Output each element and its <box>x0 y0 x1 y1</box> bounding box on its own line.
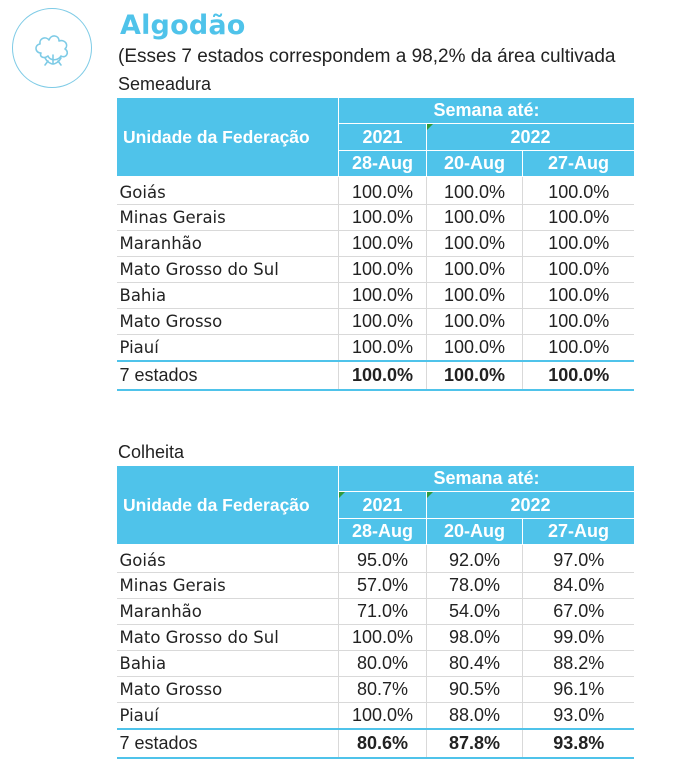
logo <box>12 8 92 88</box>
table-row <box>117 205 635 231</box>
col-header-uf: Unidade da Federação <box>117 98 339 177</box>
value-cell: 100.0% <box>523 283 635 309</box>
value-cell: 100.0% <box>427 335 523 362</box>
total-value: 87.8% <box>427 729 523 758</box>
date-header: 20-Aug <box>427 519 523 545</box>
value-cell: 100.0% <box>339 257 427 283</box>
table-row <box>117 309 635 335</box>
year-header: 2022 <box>427 492 635 519</box>
value-cell: 100.0% <box>427 283 523 309</box>
section-label-semeadura: Semeadura <box>118 74 212 94</box>
total-label: 7 estados <box>117 361 339 390</box>
value-cell: 100.0% <box>427 205 523 231</box>
value-cell: 100.0% <box>427 231 523 257</box>
total-row <box>117 729 635 758</box>
value-cell: 88.2% <box>523 651 635 677</box>
value-cell: 100.0% <box>427 309 523 335</box>
date-header: 28-Aug <box>339 151 427 177</box>
value-cell: 54.0% <box>427 599 523 625</box>
value-cell: 88.0% <box>427 703 523 730</box>
state-name: Piauí <box>117 703 339 730</box>
table-colheita <box>116 465 634 759</box>
value-cell: 95.0% <box>339 545 427 573</box>
state-name: Goiás <box>117 177 339 205</box>
value-cell: 100.0% <box>523 309 635 335</box>
table-semeadura <box>116 97 634 391</box>
state-name: Mato Grosso do Sul <box>117 257 339 283</box>
table-row <box>117 335 635 362</box>
value-cell: 100.0% <box>427 177 523 205</box>
table-row <box>117 283 635 309</box>
total-value: 100.0% <box>339 361 427 390</box>
value-cell: 100.0% <box>427 257 523 283</box>
value-cell: 100.0% <box>523 231 635 257</box>
table-row <box>117 177 635 205</box>
state-name: Mato Grosso do Sul <box>117 625 339 651</box>
page-title: Algodão <box>120 10 246 41</box>
value-cell: 92.0% <box>427 545 523 573</box>
year-header: 2022 <box>427 124 635 151</box>
value-cell: 57.0% <box>339 573 427 599</box>
value-cell: 100.0% <box>339 335 427 362</box>
table-row <box>117 651 635 677</box>
state-name: Maranhão <box>117 599 339 625</box>
col-header-uf: Unidade da Federação <box>117 466 339 545</box>
value-cell: 80.7% <box>339 677 427 703</box>
value-cell: 98.0% <box>427 625 523 651</box>
value-cell: 100.0% <box>339 703 427 730</box>
table-row <box>117 703 635 730</box>
value-cell: 100.0% <box>523 257 635 283</box>
total-value: 100.0% <box>427 361 523 390</box>
state-name: Minas Gerais <box>117 573 339 599</box>
state-name: Goiás <box>117 545 339 573</box>
year-header: 2021 <box>339 492 427 519</box>
state-name: Minas Gerais <box>117 205 339 231</box>
value-cell: 78.0% <box>427 573 523 599</box>
value-cell: 100.0% <box>523 177 635 205</box>
value-cell: 99.0% <box>523 625 635 651</box>
total-value: 93.8% <box>523 729 635 758</box>
date-header: 27-Aug <box>523 519 635 545</box>
table-row <box>117 573 635 599</box>
week-header: Semana até: <box>339 98 635 124</box>
value-cell: 96.1% <box>523 677 635 703</box>
page-subtitle: (Esses 7 estados correspondem a 98,2% da área cultivada <box>118 46 616 67</box>
table-row <box>117 599 635 625</box>
table-row <box>117 257 635 283</box>
table-row <box>117 545 635 573</box>
year-header: 2021 <box>339 124 427 151</box>
total-value: 80.6% <box>339 729 427 758</box>
value-cell: 67.0% <box>523 599 635 625</box>
value-cell: 80.0% <box>339 651 427 677</box>
date-header: 20-Aug <box>427 151 523 177</box>
value-cell: 100.0% <box>339 205 427 231</box>
state-name: Bahia <box>117 651 339 677</box>
value-cell: 71.0% <box>339 599 427 625</box>
state-name: Piauí <box>117 335 339 362</box>
value-cell: 93.0% <box>523 703 635 730</box>
value-cell: 100.0% <box>339 309 427 335</box>
date-header: 28-Aug <box>339 519 427 545</box>
value-cell: 100.0% <box>339 625 427 651</box>
state-name: Maranhão <box>117 231 339 257</box>
value-cell: 97.0% <box>523 545 635 573</box>
section-label-colheita: Colheita <box>118 442 185 462</box>
table-row <box>117 625 635 651</box>
value-cell: 100.0% <box>339 177 427 205</box>
cotton-icon <box>31 31 75 67</box>
table-row <box>117 677 635 703</box>
total-row <box>117 361 635 390</box>
value-cell: 100.0% <box>339 231 427 257</box>
date-header: 27-Aug <box>523 151 635 177</box>
week-header: Semana até: <box>339 466 635 492</box>
value-cell: 84.0% <box>523 573 635 599</box>
state-name: Mato Grosso <box>117 309 339 335</box>
table-row <box>117 231 635 257</box>
total-label: 7 estados <box>117 729 339 758</box>
value-cell: 100.0% <box>523 335 635 362</box>
value-cell: 80.4% <box>427 651 523 677</box>
state-name: Mato Grosso <box>117 677 339 703</box>
state-name: Bahia <box>117 283 339 309</box>
value-cell: 90.5% <box>427 677 523 703</box>
value-cell: 100.0% <box>523 205 635 231</box>
value-cell: 100.0% <box>339 283 427 309</box>
total-value: 100.0% <box>523 361 635 390</box>
